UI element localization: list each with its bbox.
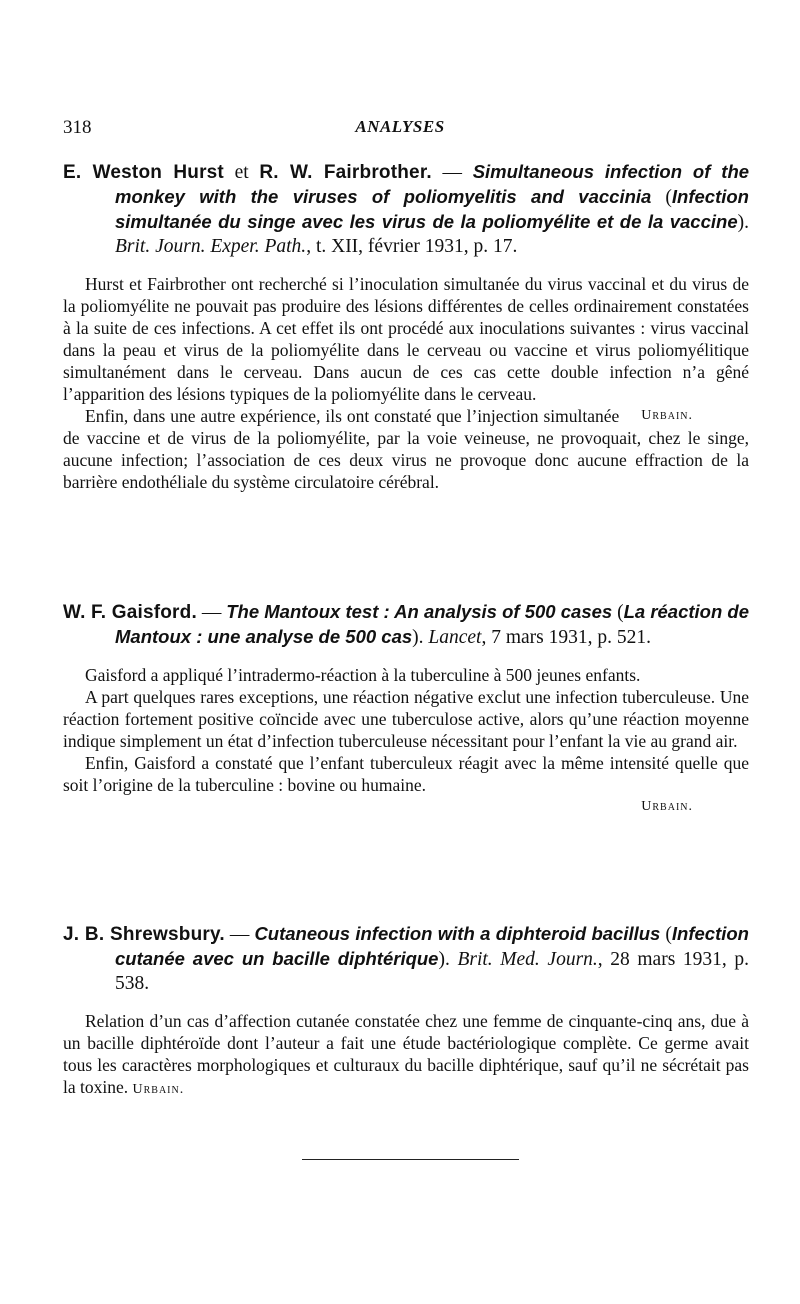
journal-name: Brit. Journ. Exper. Path. (115, 236, 307, 257)
reference-details: , 7 mars 1931, p. 521. (481, 627, 652, 648)
separator-dash: — (442, 162, 463, 183)
author-names: J. B. Shrewsbury. (63, 924, 225, 945)
title-english: Simultaneous infection of the monkey with the viruses of poliomyelitis and vaccinia (115, 161, 750, 207)
reference-details: , 28 mars 1931, p. 538. (115, 949, 750, 994)
author-names: R. W. Fairbrother. (259, 162, 432, 183)
author-names: E. Weston Hurst (63, 162, 224, 183)
abstract-entry (63, 922, 749, 1101)
separator-dash: — (229, 924, 250, 945)
citation: W. F. Gaisford. — The Mantoux test : An analysis of 500 cases (La réaction de Mantoux : une analyse de 500 cas). Lancet, 7 mars 1931, p. 521. (63, 601, 750, 648)
body-paragraph: Gaisford a appliqué l’intradermo-réaction à la tuberculine à 500 jeunes enfants. (85, 665, 641, 685)
author-names: W. F. Gaisford. (63, 602, 197, 623)
title-english: The Mantoux test : An analysis of 500 cases (226, 601, 613, 622)
body-paragraph: Hurst et Fairbrother ont recherché si l’inoculation simultanée du virus vaccinal et du virus de la poliomyélite ne pouvait pas produire des lésions différentes de celles ordinairement constatées à la suite de ces infections. A cet effet ils ont procédé aux inoculations suivantes : virus vaccinal dans la peau et virus de la poliomyélite dans le cerveau ou vaccine et virus poliomyélitique simultanément dans le cerveau. Dans aucun de ces cas cette double infection n’a gêné l’apparition des lésions typiques de la poliomyélite dans le cerveau. (63, 274, 749, 404)
separator-dash: — (201, 602, 222, 623)
signature: Urbain. (641, 408, 693, 423)
section-end-rule (302, 1159, 519, 1160)
body-paragraph: A part quelques rares exceptions, une réaction négative exclut une infection tuberculeuse. Une réaction fortement positive coïncide avec une tuberculose active, alors qu’une réaction moyenne indique simplement un état d’infection tuberculeuse nécessitant pour l’enfant la vie au grand air. (63, 687, 749, 751)
abstract-entry (63, 600, 749, 818)
journal-name: Brit. Med. Journ. (457, 949, 598, 970)
signature: Urbain. (132, 1082, 185, 1097)
body-paragraph: Enfin, Gaisford a constaté que l’enfant tuberculeux réagit avec la même intensité quelle que soit l’origine de la tuberculine : bovine ou humaine. (63, 753, 749, 795)
citation: E. Weston Hurst et R. W. Fairbrother. — Simultaneous infection of the monkey with the viruses of poliomyelitis and vaccinia (Infection simultanée du singe avec les virus de la poliomyélite et de la vaccine). Brit. Journ. Exper. Path., t. XII, février 1931, p. 17. (63, 161, 750, 257)
title-french: Infection simultanée du singe avec les virus de la poliomyélite et de la vaccine (115, 186, 749, 232)
title-english: Cutaneous infection with a diphteroid bacillus (254, 923, 661, 944)
title-french: Infection cutanée avec un bacille diphtérique (115, 923, 749, 969)
body-paragraph: Urbain. Enfin, dans une autre expérience, ils ont constaté que l’injection simultanée de vaccine et de virus de la poliomyélite, par la voie veineuse, ne provoquait, chez le singe, aucune infection; l’association de ces deux virus ne provoque donc aucune effraction de la barrière endothéliale du système circulatoire cérébral. (63, 406, 749, 492)
citation: J. B. Shrewsbury. — Cutaneous infection with a diphteroid bacillus (Infection cutanée avec un bacille diphtérique). Brit. Med. Journ., 28 mars 1931, p. 538. (63, 923, 750, 994)
title-french: La réaction de Mantoux : une analyse de 500 cas (115, 601, 750, 647)
page-number: 318 (63, 117, 92, 138)
reference-details: , t. XII, février 1931, p. 17. (306, 236, 518, 257)
journal-name: Lancet (428, 627, 482, 648)
body-paragraph: Relation d’un cas d’affection cutanée constatée chez une femme de cinquante-cinq ans, due à un bacille diphtéroïde dont l’auteur a fait une étude bactériologique complète. Ce germe avait tous les caractères morphologiques et culturaux du bacille diphtérique, sauf qu’il ne sécrétait pas la toxine. Urbain. (63, 1011, 749, 1097)
abstract-entry (63, 160, 749, 493)
author-conjunction: et (234, 162, 249, 183)
running-head: ANALYSES (355, 117, 445, 136)
signature: Urbain. (641, 799, 693, 814)
